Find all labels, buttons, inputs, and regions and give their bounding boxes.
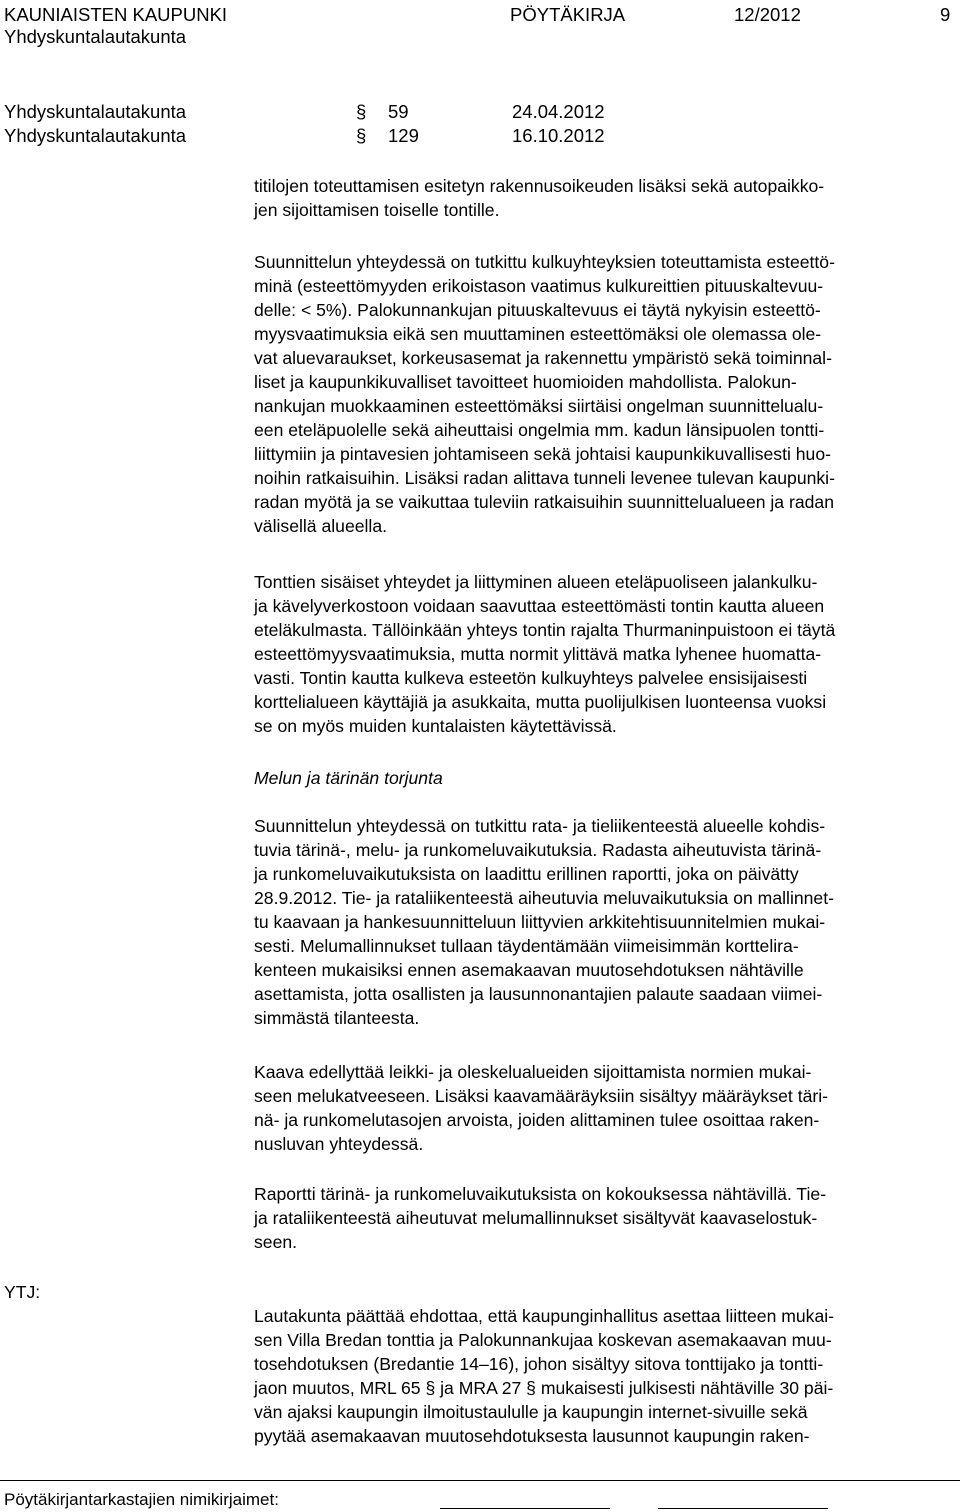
text-line: liittymiin ja pintavesien johtamiseen sekä johtaisi kaupunkikuvallisesti huo- — [254, 444, 831, 464]
signature-line — [658, 1508, 828, 1509]
org-name: KAUNIAISTEN KAUPUNKI — [4, 4, 228, 25]
text-line: ja kävelyverkostoon voidaan saavuttaa esteettömästi tontin kautta alueen — [254, 596, 825, 616]
section-symbol: § — [356, 101, 367, 122]
footer-label: Pöytäkirjantarkastajien nimikirjaimet: — [4, 1490, 279, 1509]
text-line: vän ajaksi kaupungin ilmoitustaululle ja kaupungin internet-sivuille sekä — [254, 1402, 808, 1422]
text-line: minä (esteettömyyden erikoistason vaatimus kulkureittien pituuskaltevuu- — [254, 276, 824, 296]
side-label-ytj: YTJ: — [4, 1282, 41, 1302]
page-number: 9 — [940, 4, 951, 25]
text-line: nankujan muokkaaminen esteettömäksi siirtäisi ongelman suunnittelualu- — [254, 396, 824, 416]
text-line: Raportti tärinä- ja runkomeluvaikutuksista on kokouksessa nähtävillä. Tie- — [254, 1184, 827, 1204]
text-line: korttelialueen käyttäjiä ja asukkaita, mutta puolijulkisen luonteensa vuoksi — [254, 692, 827, 712]
text-line: kenteen mukaisiksi ennen asemakaavan muutosehdotuksen nähtäville — [254, 960, 804, 980]
paragraph-connections — [254, 570, 958, 738]
section-symbol: § — [356, 125, 367, 146]
reference-date: 16.10.2012 — [512, 125, 605, 146]
document-number: 12/2012 — [734, 4, 801, 25]
text-line: sesti. Melumallinnukset tullaan täydentämään viimeisimmän korttelira- — [254, 936, 799, 956]
reference-date: 24.04.2012 — [512, 101, 605, 122]
text-line: een eteläpuolelle sekä aiheuttaisi ongelmia mm. kadun länsipuolen tontti- — [254, 420, 825, 440]
paragraph-noise-study — [254, 814, 958, 1030]
paragraph-play-areas — [254, 1060, 958, 1156]
section-heading: Melun ja tärinän torjunta — [254, 768, 443, 788]
text-line: jen sijoittamisen toiselle tontille. — [254, 200, 500, 220]
paragraph-intro — [254, 174, 958, 222]
reference-section: 129 — [388, 125, 419, 146]
text-line: Lautakunta päättää ehdottaa, että kaupunginhallitus asettaa liitteen mukai- — [254, 1306, 835, 1326]
text-line: esteettömyysvaatimuksia, mutta normit ylittävä matka lyhenee huomatta- — [254, 644, 822, 664]
text-line: tosehdotuksen (Bredantie 14–16), johon sisältyy sitova tonttijako ja tontti- — [254, 1354, 824, 1374]
text-line: noihin ratkaisuihin. Lisäksi radan alittava tunneli levenee tulevan kaupunki- — [254, 468, 835, 488]
text-line: tu kaavaan ja hankesuunnitteluun liittyvien arkkitehtisuunnitelmien mukai- — [254, 912, 826, 932]
paragraph-report — [254, 1182, 958, 1254]
text-line: liset ja kaupunkikuvalliset tavoitteet huomioiden mahdollista. Palokun- — [254, 372, 797, 392]
text-line: nusluvan yhteydessä. — [254, 1134, 424, 1154]
text-line: pyytää asemakaavan muutosehdotuksesta lausunnot kaupungin raken- — [254, 1426, 810, 1446]
text-line: simmästä tilanteesta. — [254, 1008, 420, 1028]
paragraph-decision — [254, 1304, 958, 1448]
text-line: 28.9.2012. Tie- ja rataliikenteestä aiheutuvia meluvaikutuksia on mallinnet- — [254, 888, 834, 908]
paragraph-accessibility — [254, 250, 958, 538]
header-body: Yhdyskuntalautakunta — [4, 26, 187, 47]
text-line: titilojen toteuttamisen esitetyn rakennusoikeuden lisäksi sekä autopaikko- — [254, 176, 825, 196]
text-line: myysvaatimuksia eikä sen muuttaminen esteettömäksi ole olemassa ole- — [254, 324, 822, 344]
signature-line — [440, 1508, 610, 1509]
text-line: ja runkomeluvaikutuksista on laadittu erillinen raportti, joka on päivätty — [254, 864, 799, 884]
text-line: välisellä alueella. — [254, 516, 388, 536]
text-line: vasti. Tontin kautta kulkeva esteetön kulkuyhteys palvelee ensisijaisesti — [254, 668, 808, 688]
text-line: nä- ja runkomelutasojen arvoista, joiden alittaminen tulee osoittaa raken- — [254, 1110, 820, 1130]
text-line: Kaava edellyttää leikki- ja oleskelualueiden sijoittamista normien mukai- — [254, 1062, 812, 1082]
text-line: tuvia tärinä-, melu- ja runkomeluvaikutuksia. Radasta aiheutuvista tärinä- — [254, 840, 822, 860]
text-line: sen Villa Bredan tonttia ja Palokunnankujaa koskevan asemakaavan muu- — [254, 1330, 832, 1350]
text-line: seen melukatveeseen. Lisäksi kaavamääräyksiin sisältyy määräykset täri- — [254, 1086, 828, 1106]
text-line: Suunnittelun yhteydessä on tutkittu kulkuyhteyksien toteuttamista esteettö- — [254, 252, 835, 272]
text-line: eteläkulmasta. Tällöinkään yhteys tontin rajalta Thurmaninpuistoon ei täytä — [254, 620, 836, 640]
reference-section: 59 — [388, 101, 409, 122]
text-line: asettamista, jotta osallisten ja lausunnonantajien palaute saadaan viimei- — [254, 984, 823, 1004]
reference-body: Yhdyskuntalautakunta — [4, 101, 187, 122]
text-line: Tonttien sisäiset yhteydet ja liittyminen alueen eteläpuoliseen jalankulku- — [254, 572, 818, 592]
text-line: ja rataliikenteestä aiheutuvat melumallinnukset sisältyvät kaavaselostuk- — [254, 1208, 818, 1228]
text-line: radan myötä ja se vaikuttaa tuleviin ratkaisuihin suunnittelualueen ja radan — [254, 492, 834, 512]
text-line: jaon muutos, MRL 65 § ja MRA 27 § mukaisesti julkisesti nähtäville 30 päi- — [254, 1378, 834, 1398]
text-line: seen. — [254, 1232, 298, 1252]
document-type: PÖYTÄKIRJA — [510, 4, 626, 25]
text-line: vat aluevaraukset, korkeusasemat ja rakennettu ympäristö sekä toiminnal- — [254, 348, 832, 368]
reference-body: Yhdyskuntalautakunta — [4, 125, 187, 146]
text-line: delle: < 5%). Palokunnankujan pituuskaltevuus ei täytä nykyisin esteettö- — [254, 300, 821, 320]
footer-divider — [0, 1480, 960, 1481]
text-line: Suunnittelun yhteydessä on tutkittu rata- ja tieliikenteestä alueelle kohdis- — [254, 816, 826, 836]
text-line: se on myös muiden kuntalaisten käytettävissä. — [254, 716, 617, 736]
